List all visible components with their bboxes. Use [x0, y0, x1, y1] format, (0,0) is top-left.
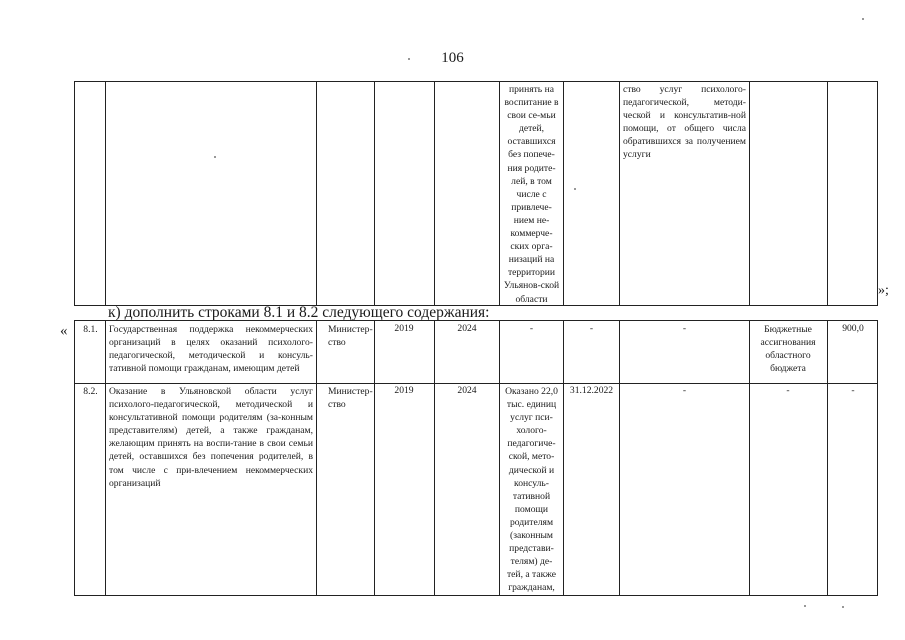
row-indicator: - — [682, 385, 687, 396]
row-start-year: 2019 — [394, 323, 414, 334]
row-result: - — [529, 323, 534, 334]
row-number: 8.1. — [83, 324, 98, 335]
row-number: 8.2. — [83, 386, 98, 397]
indicator-cell: ство услуг психолого-педагогической, методи-ческой и консультатив-ной помощи, от общего числа обратившихся за получением услуги — [623, 84, 746, 161]
row-date: - — [589, 323, 594, 334]
row-amount: - — [851, 385, 855, 396]
scan-speck — [804, 605, 806, 607]
row-result: Оказано 22,0 тыс. единиц услуг пси-холого-педагогиче-ской, мето-дической и консуль-тативной помощи родителям (законным представи-телям) де-тей, а также гражданам, — [505, 386, 558, 594]
row-funding-source: - — [786, 385, 790, 396]
row-start-year: 2019 — [394, 385, 414, 396]
row-indicator: - — [682, 323, 687, 334]
row-name: Государственная поддержка некоммерческих организаций в целях оказаний психолого-педагогической, методической и консуль-тативной помощи гражданам, имеющим детей — [109, 324, 313, 375]
closing-quote-mark: »; — [878, 283, 889, 298]
page-number: 106 — [441, 50, 464, 66]
row-executor: Министер-ство — [328, 324, 373, 349]
row-end-year: 2024 — [457, 385, 477, 396]
amendment-heading: к) дополнить строками 8.1 и 8.2 следующего содержания: — [108, 304, 490, 321]
row-end-year: 2024 — [457, 323, 477, 334]
row-executor: Министер-ство — [328, 386, 373, 411]
scan-speck — [842, 606, 844, 608]
row-name: Оказание в Ульяновской области услуг психолого-педагогической, методической и консультативной помощи родителям (за-конным представителям) детей, а также гражданам, желающим принять на воспи-тание в свои семьи детей, оставшихся без попечения родителей, в том числе с при-влечением некоммерческих организаций — [109, 386, 313, 489]
row-amount: 900,0 — [842, 323, 864, 334]
row-funding-source: Бюджетные ассигнования областного бюджета — [760, 324, 816, 375]
continuation-table — [74, 81, 878, 306]
new-rows-table — [74, 320, 878, 596]
row-date: 31.12.2022 — [569, 385, 614, 396]
scan-speck — [574, 188, 576, 190]
scan-speck — [408, 58, 410, 60]
opening-quote-mark: « — [60, 323, 68, 339]
scan-speck — [862, 18, 864, 20]
result-cell: принять на воспитание в свои се-мьи детей, оставшихся без попече-ния родите-лей, в том числе с привлече-нием не-коммерче-ских орга-низаций на территории Ульянов-ской области — [503, 84, 560, 305]
scan-speck — [214, 156, 216, 158]
